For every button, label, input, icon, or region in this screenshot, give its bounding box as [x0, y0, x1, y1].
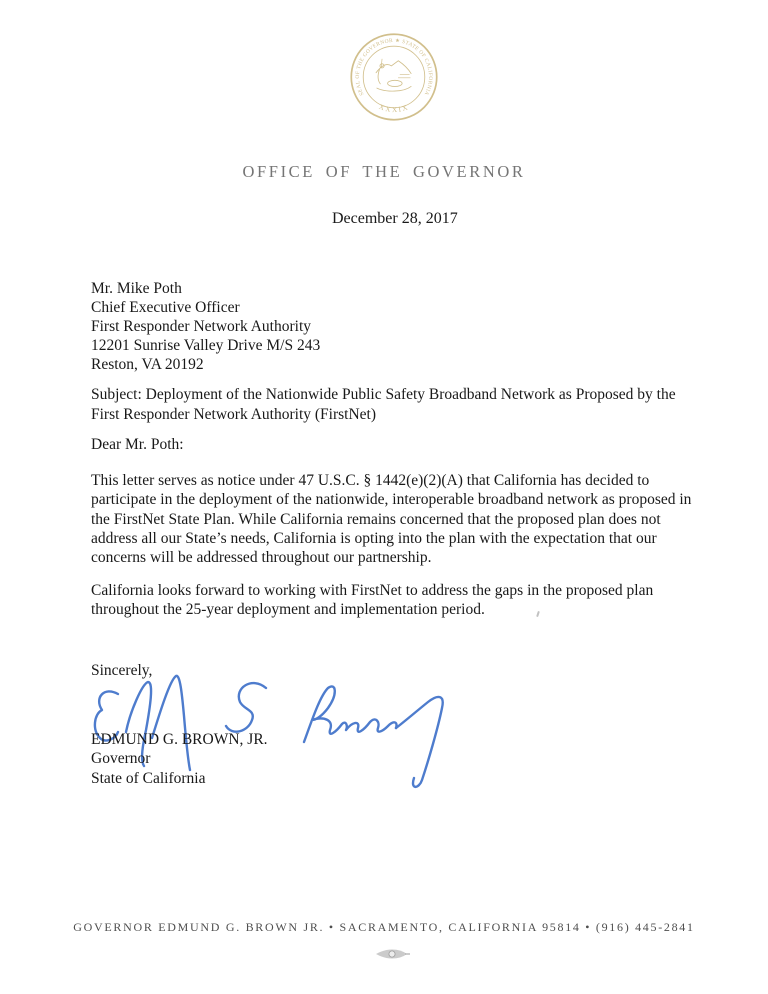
paragraph-line: This letter serves as notice under 47 U.S.C. § 1442(e)(2)(A) that California has decided to	[91, 472, 650, 489]
paragraph-line: address all our State’s needs, California is opting into the plan with the expectation that our	[91, 529, 657, 547]
signer-org: State of California	[91, 769, 206, 787]
recipient-organization: First Responder Network Authority	[91, 318, 311, 335]
subject-block	[91, 385, 676, 424]
subject-line-1: Subject: Deployment of the Nationwide Public Safety Broadband Network as Proposed by the	[91, 386, 676, 403]
recipient-title: Chief Executive Officer	[91, 299, 240, 316]
closing: Sincerely,	[91, 662, 153, 679]
recipient-name: Mr. Mike Poth	[91, 280, 182, 297]
paragraph-line: the FirstNet State Plan. While California remains concerned that the proposed plan does not	[91, 510, 661, 528]
recipient-street: 12201 Sunrise Valley Drive M/S 243	[91, 337, 321, 354]
paragraph-line: throughout the 25-year deployment and implementation period.	[91, 601, 485, 619]
recipient-address-block	[91, 279, 320, 374]
governor-seal-icon	[347, 30, 441, 124]
recipient-city-state-zip: Reston, VA 20192	[91, 356, 204, 373]
paragraph-line: California looks forward to working with FirstNet to address the gaps in the proposed plan	[91, 582, 654, 599]
svg-text:XXXIX	[378, 103, 411, 114]
subject-line-2: First Responder Network Authority (FirstNet)	[91, 405, 377, 423]
seal-svg	[347, 30, 441, 124]
paragraph-line: participate in the deployment of the nationwide, interoperable broadband network as proposed in	[91, 491, 692, 509]
body-paragraph-2	[91, 581, 653, 620]
signer-name: EDMUND G. BROWN, JR.	[91, 731, 268, 748]
printers-ornament-icon	[374, 947, 410, 959]
paragraph-line: concerns will be addressed throughout our partnership.	[91, 549, 432, 567]
office-title: OFFICE OF THE GOVERNOR	[242, 162, 526, 181]
letter-date: December 28, 2017	[332, 210, 458, 227]
signer-title: Governor	[91, 750, 151, 768]
signer-block	[91, 730, 268, 788]
salutation: Dear Mr. Poth:	[91, 436, 184, 453]
seal-ring-text: SEAL OF THE GOVERNOR ★ STATE OF CALIFORNIA	[354, 37, 434, 97]
seal-numeral: XXXIX	[377, 102, 411, 115]
body-paragraph-1	[91, 471, 691, 567]
footer-contact-line: GOVERNOR EDMUND G. BROWN JR. • SACRAMENTO, CALIFORNIA 95814 • (916) 445-2841	[73, 920, 695, 934]
